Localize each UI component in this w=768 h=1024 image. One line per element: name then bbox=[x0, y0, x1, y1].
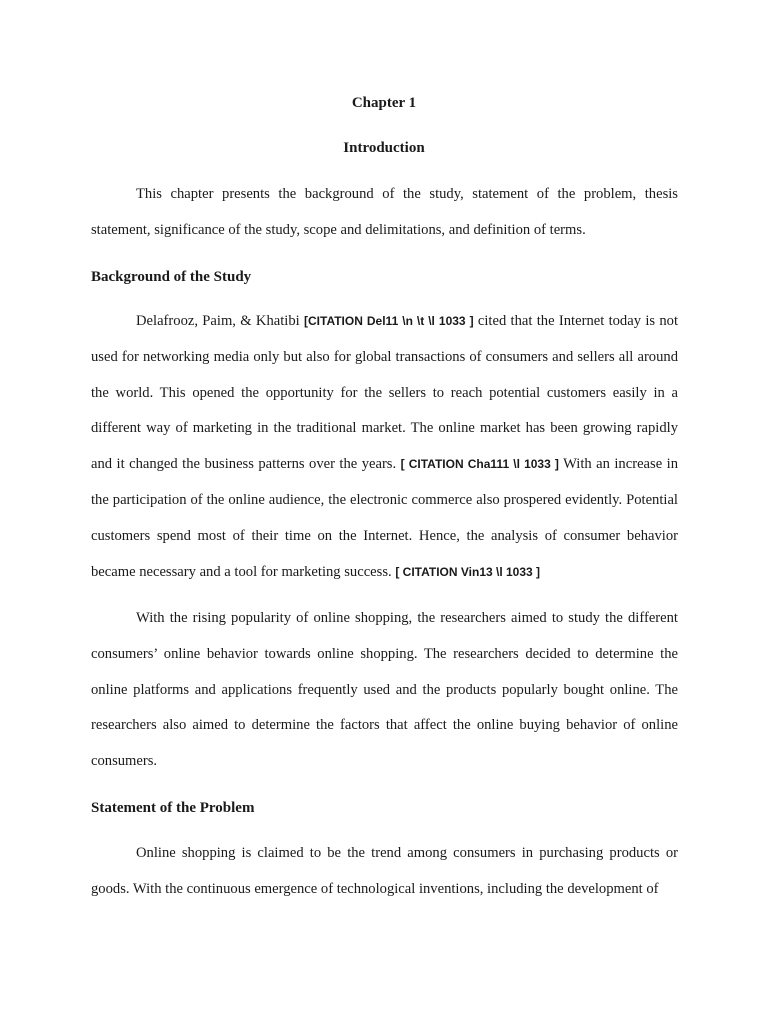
paragraph-text: Delafrooz, Paim, & Khatibi bbox=[136, 313, 305, 329]
section-heading-background: Background of the Study bbox=[91, 269, 252, 285]
citation-field: [ CITATION Cha111 \l 1033 ] bbox=[400, 457, 559, 472]
paragraph-text: cited that the Internet today is not used for networking media only but also for global transactions of consumers and sellers all around the world. This opened the opportunity for the sellers to reach potential customers easily in a different way of marketing in the traditional market. The online market has been growing rapidly and it changed the business patterns over the years. bbox=[91, 313, 679, 473]
citation-field: [ CITATION Vin13 \l 1033 ] bbox=[395, 564, 541, 579]
paragraph-text: With an increase in the participation of the online audience, the electronic commerce also prospered evidently. Potential customers spend most of their time on the Internet. Hence, the analysis of consumer behavior became necessary and a tool for marketing success. bbox=[91, 456, 678, 580]
background-paragraph-1 bbox=[91, 304, 678, 590]
chapter-title: Introduction bbox=[343, 140, 425, 156]
problem-paragraph-1: Online shopping is claimed to be the trend among consumers in purchasing products or goods. With the continuous emergence of technological inventions, including the development of bbox=[91, 845, 678, 897]
intro-paragraph: This chapter presents the background of the study, statement of the problem, thesis statement, significance of the study, scope and delimitations, and definition of terms. bbox=[91, 186, 678, 238]
section-heading-problem: Statement of the Problem bbox=[91, 800, 255, 816]
chapter-label: Chapter 1 bbox=[351, 95, 417, 111]
background-paragraph-2: With the rising popularity of online shopping, the researchers aimed to study the different consumers’ online behavior towards online shopping. The researchers decided to determine the online platforms and applications frequently used and the products popularly bought online. The researchers also aimed to determine the factors that affect the online buying behavior of online consumers. bbox=[91, 610, 678, 770]
citation-field: [CITATION Del11 \n \t \l 1033 ] bbox=[304, 314, 474, 328]
